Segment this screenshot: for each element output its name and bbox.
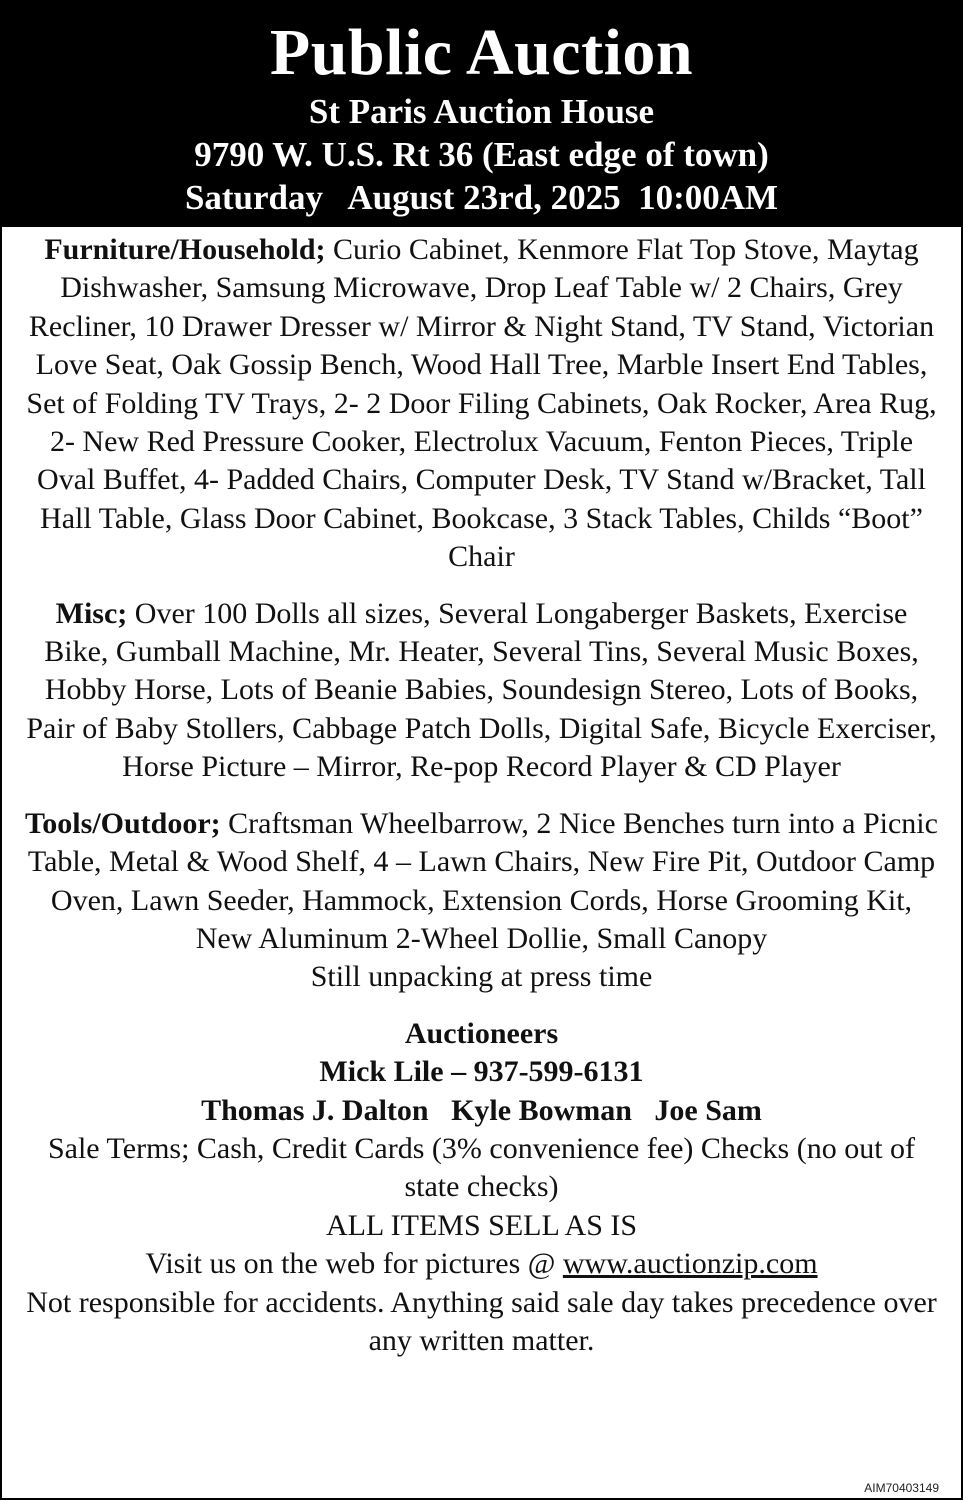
auctionzip-link[interactable]: www.auctionzip.com xyxy=(562,1247,818,1281)
sale-date-time: Saturday August 23rd, 2025 10:00AM xyxy=(184,178,779,217)
venue-address: 9790 W. U.S. Rt 36 (East edge of town) xyxy=(194,135,769,174)
sale-terms: Sale Terms; Cash, Credit Cards (3% convenience fee) Checks (no out of state checks) xyxy=(47,1131,916,1204)
section-heading: Furniture/Household; xyxy=(44,233,326,266)
section-heading: Tools/Outdoor; xyxy=(25,806,221,840)
ad-header xyxy=(2,2,961,227)
lead-auctioneer: Mick Lile – 937-599-6131 xyxy=(319,1055,644,1089)
auctioneers-heading: Auctioneers xyxy=(404,1016,559,1050)
section-furniture-household xyxy=(22,231,941,577)
auctioneers-block xyxy=(22,1015,941,1361)
venue-name: St Paris Auction House xyxy=(308,92,655,131)
section-misc xyxy=(22,595,941,787)
section-items: Craftsman Wheelbarrow, 2 Nice Benches turn into a Picnic Table, Metal & Wood Shelf, 4 – Lawn Chairs, New Fire Pit, Outdoor Camp Oven, Lawn Seeder, Hammock, Extension Cords, Horse Grooming Kit, New Aluminum 2-Wheel Dollie, Small Canopy xyxy=(27,806,938,955)
web-line xyxy=(22,1245,941,1283)
section-items: Over 100 Dolls all sizes, Several Longaberger Baskets, Exercise Bike, Gumball Machine, Mr. Heater, Several Tins, Several Music Boxes, Hobby Horse, Lots of Beanie Babies, Soundesign Stereo, Lots of Books, Pair of Baby Stollers, Cabbage Patch Dolls, Digital Safe, Bicycle Exerciser, Horse Picture – Mirror, Re-pop Record Player & CD Player xyxy=(26,596,937,784)
section-items: Curio Cabinet, Kenmore Flat Top Stove, Maytag Dishwasher, Samsung Microwave, Drop Leaf Table w/ 2 Chairs, Grey Recliner, 10 Drawer Dresser w/ Mirror & Night Stand, TV Stand, Victorian Love Seat, Oak Gossip Bench, Wood Hall Tree, Marble Insert End Tables, Set of Folding TV Trays, 2- 2 Door Filing Cabinets, Oak Rocker, Area Rug, 2- New Red Pressure Cooker, Electrolux Vacuum, Fenton Pieces, Triple Oval Buffet, 4- Padded Chairs, Computer Desk, TV Stand w/Bracket, Tall Hall Table, Glass Door Cabinet, Bookcase, 3 Stack Tables, Childs “Boot” Chair xyxy=(26,233,937,574)
ad-code: AIM70403149 xyxy=(864,1481,939,1495)
disclaimer: Not responsible for accidents. Anything said sale day takes precedence over any written matter. xyxy=(26,1285,937,1357)
section-heading: Misc; xyxy=(55,596,128,630)
section-tools-outdoor xyxy=(22,805,941,997)
ad-title: Public Auction xyxy=(269,16,694,89)
as-is-notice: ALL ITEMS SELL AS IS xyxy=(325,1208,638,1242)
other-auctioneers: Thomas J. Dalton Kyle Bowman Joe Sam xyxy=(201,1093,762,1127)
web-prefix: Visit us on the web for pictures @ xyxy=(145,1247,563,1281)
ad-body xyxy=(2,227,961,1360)
press-note: Still unpacking at press time xyxy=(310,960,653,994)
